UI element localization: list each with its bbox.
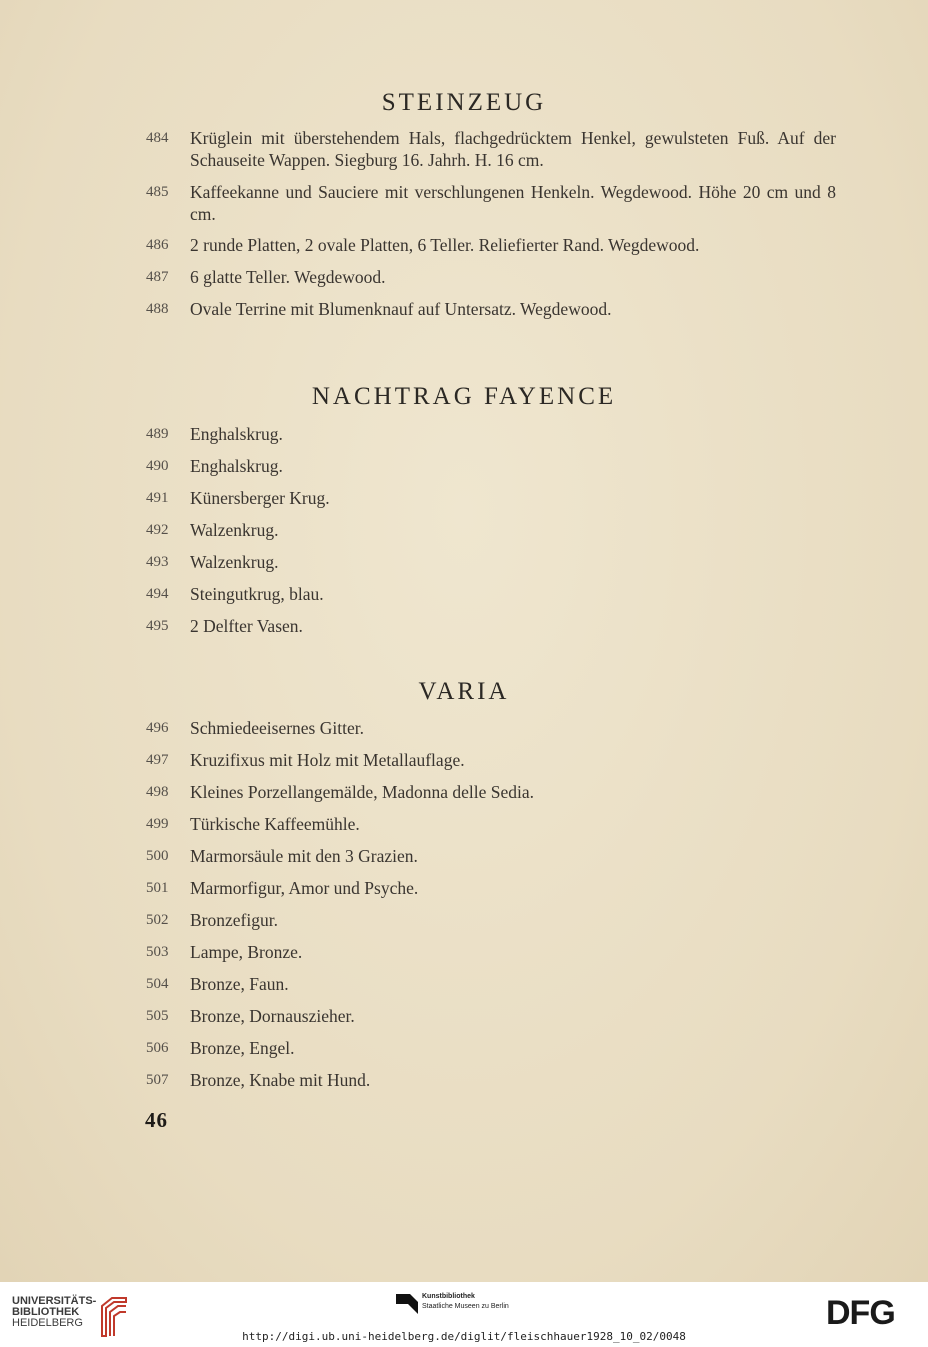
catalog-entry	[146, 1005, 836, 1027]
catalog-entry	[146, 551, 836, 573]
entry-text: Künersberger Krug.	[190, 488, 330, 508]
ub-line-2: BIBLIOTHEK	[12, 1306, 80, 1318]
entry-number: 501	[146, 880, 169, 896]
section-heading-varia: VARIA	[418, 678, 510, 705]
permalink-url[interactable]: http://digi.ub.uni-heidelberg.de/diglit/fleischhauer1928_10_02/0048	[242, 1330, 686, 1343]
entry-number: 489	[146, 426, 169, 442]
catalog-entry	[146, 298, 836, 320]
entry-number: 486	[146, 237, 169, 253]
entry-text: Kaffeekanne und Sauciere mit verschlungenen Henkeln. Wegdewood. Höhe 20 cm und 8 cm.	[190, 182, 836, 224]
entry-text: Bronze, Faun.	[190, 974, 289, 994]
entry-text: Enghalskrug.	[190, 456, 283, 476]
kb-line-1: Kunstbibliothek	[422, 1293, 475, 1300]
entry-number: 496	[146, 720, 169, 736]
entry-text: Ovale Terrine mit Blumenknauf auf Untersatz. Wegdewood.	[190, 299, 612, 319]
entry-number: 488	[146, 301, 169, 317]
entry-text: Bronze, Dornauszieher.	[190, 1006, 355, 1026]
digitization-footer	[0, 1282, 928, 1347]
entry-number: 505	[146, 1008, 169, 1024]
section-heading-steinzeug: STEINZEUG	[381, 89, 547, 116]
entry-text: Marmorfigur, Amor und Psyche.	[190, 878, 419, 898]
entry-text: Lampe, Bronze.	[190, 942, 303, 962]
catalog-entry	[146, 127, 836, 171]
ub-line-1: UNIVERSITÄTS-	[12, 1295, 97, 1307]
entry-number: 504	[146, 976, 169, 992]
entry-text: Bronze, Engel.	[190, 1038, 295, 1058]
entry-text: Walzenkrug.	[190, 552, 279, 572]
kunstbibliothek-logo[interactable]	[396, 1292, 546, 1332]
entry-text: Steingutkrug, blau.	[190, 584, 324, 604]
catalog-entry	[146, 909, 836, 931]
entry-number: 485	[146, 184, 169, 200]
section-heading-nachtrag-fayence: NACHTRAG FAYENCE	[311, 383, 617, 410]
catalog-entry	[146, 583, 836, 605]
entry-text: Kruzifixus mit Holz mit Metallauflage.	[190, 750, 465, 770]
entry-number: 497	[146, 752, 169, 768]
catalog-entry	[146, 813, 836, 835]
entry-text: 2 runde Platten, 2 ovale Platten, 6 Teller. Reliefierter Rand. Wegdewood.	[190, 235, 700, 255]
kb-line-2: Staatliche Museen zu Berlin	[422, 1303, 509, 1310]
catalog-entry	[146, 973, 836, 995]
ub-line-3: HEIDELBERG	[12, 1317, 83, 1329]
entry-number: 506	[146, 1040, 169, 1056]
catalog-entry	[146, 455, 836, 477]
catalog-entry	[146, 781, 836, 803]
page-number: 46	[145, 1108, 168, 1132]
catalog-entry	[146, 845, 836, 867]
entry-text: Schmiedeeisernes Gitter.	[190, 718, 364, 738]
catalog-entry	[146, 877, 836, 899]
catalog-entry	[146, 1037, 836, 1059]
entry-number: 499	[146, 816, 169, 832]
entry-number: 495	[146, 618, 169, 634]
entry-text: Kleines Porzellangemälde, Madonna delle Sedia.	[190, 782, 535, 802]
entry-text: Marmorsäule mit den 3 Grazien.	[190, 846, 418, 866]
catalog-entry	[146, 1069, 836, 1091]
catalog-entry	[146, 234, 836, 256]
entry-number: 500	[146, 848, 169, 864]
entry-number: 492	[146, 522, 169, 538]
entry-text: Walzenkrug.	[190, 520, 279, 540]
catalog-entry	[146, 519, 836, 541]
catalog-entry	[146, 615, 836, 637]
entry-number: 487	[146, 269, 169, 285]
entry-number: 494	[146, 586, 169, 602]
dfg-logo[interactable]: DFG	[826, 1294, 895, 1332]
catalog-entry	[146, 941, 836, 963]
entry-text: Bronze, Knabe mit Hund.	[190, 1070, 371, 1090]
entry-text: Bronzefigur.	[190, 910, 278, 930]
entry-number: 493	[146, 554, 169, 570]
entry-number: 507	[146, 1072, 169, 1088]
entry-number: 502	[146, 912, 169, 928]
entry-number: 490	[146, 458, 169, 474]
catalog-entry	[146, 487, 836, 509]
catalog-entry	[146, 717, 836, 739]
entry-text: Krüglein mit überstehendem Hals, flachgedrücktem Henkel, gewulsteten Fuß. Auf der Schauseite Wappen. Siegburg 16. Jahrh. H. 16 cm.	[190, 128, 836, 170]
entry-text: Türkische Kaffeemühle.	[190, 814, 360, 834]
catalog-entry	[146, 749, 836, 771]
ub-heidelberg-wordmark	[12, 1296, 96, 1329]
kunstbibliothek-wordmark	[422, 1292, 509, 1312]
catalog-entry	[146, 181, 836, 225]
entry-number: 498	[146, 784, 169, 800]
kunstbibliothek-mark-icon	[396, 1292, 418, 1314]
catalog-entry	[146, 423, 836, 445]
entry-number: 491	[146, 490, 169, 506]
entry-text: 2 Delfter Vasen.	[190, 616, 303, 636]
entry-number: 503	[146, 944, 169, 960]
catalog-entry	[146, 266, 836, 288]
entry-text: Enghalskrug.	[190, 424, 283, 444]
entry-text: 6 glatte Teller. Wegdewood.	[190, 267, 386, 287]
entry-number: 484	[146, 130, 169, 146]
